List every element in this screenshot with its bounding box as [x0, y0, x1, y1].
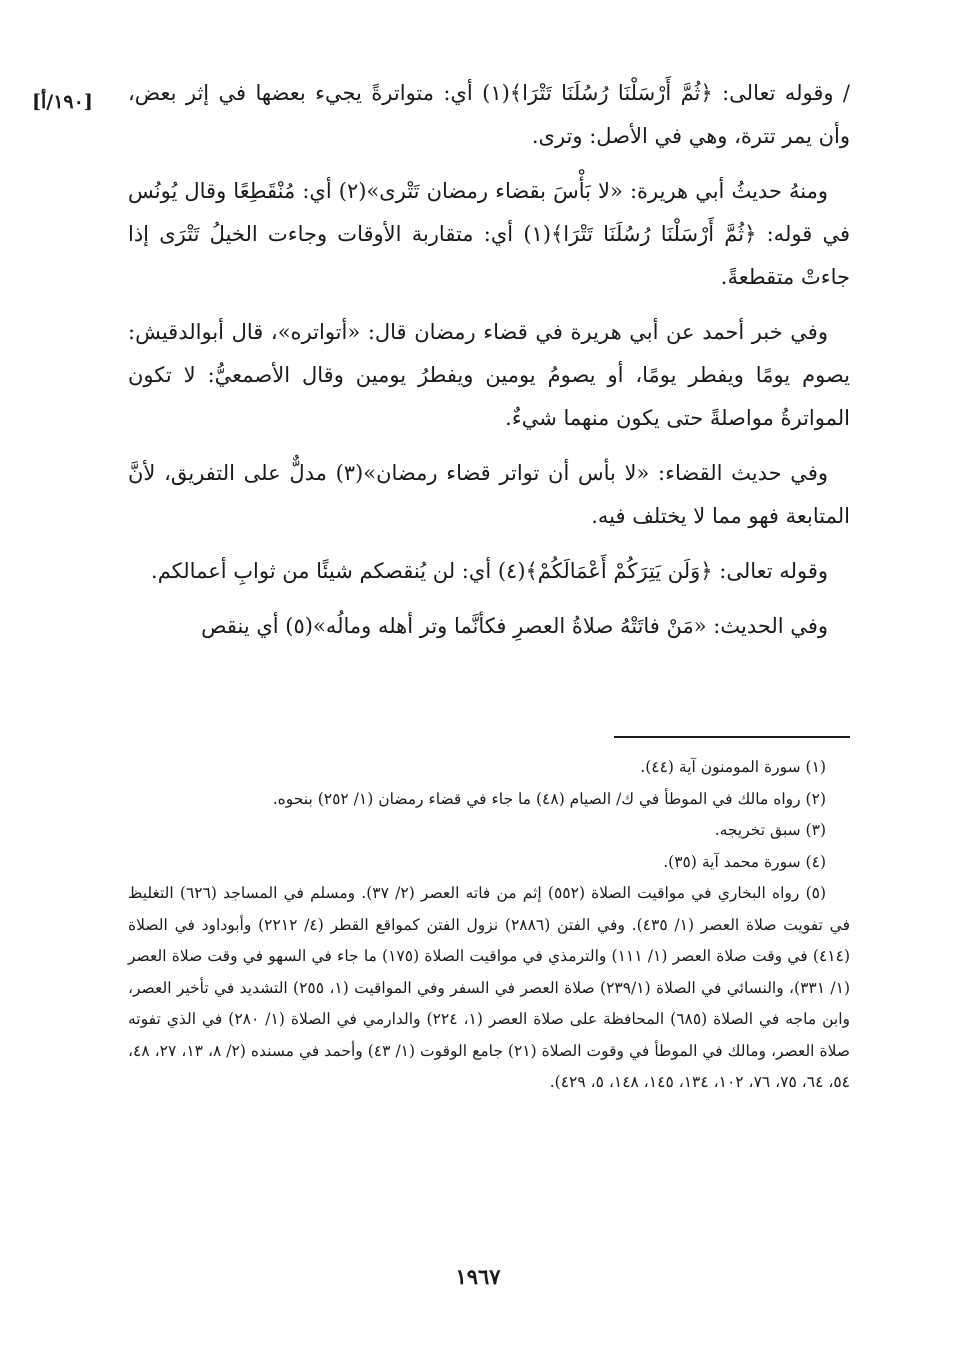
paragraph: وفي خبر أحمد عن أبي هريرة في قضاء رمضان قال: «أتواتره»، قال أبوالدقيش: يصوم يومًا ويفطر يومًا، أو يصومُ يومين ويفطرُ يومين وقال الأصمعيُّ: لا تكون المواترةُ مواصلةً حتى يكون منهما شيءٌ.	[128, 320, 850, 430]
paragraph: ومنهُ حديثُ أبي هريرة: «لا بَأْسَ بقضاء رمضان تَتْرى»(٢) أي: مُنْقَطِعًا وقال يُونُس في قوله: ﴿ثُمَّ أَرْسَلْنَا رُسُلَنَا تَتْرَا﴾(١) أي: متقاربة الأوقات وجاءت الخيلُ تَتْرَى إذا جاءتْ متقطعةً.	[128, 179, 850, 289]
main-text-body	[128, 72, 850, 648]
paragraph: / وقوله تعالى: ﴿ثُمَّ أَرْسَلْنَا رُسُلَنَا تَتْرَا﴾(١) أي: متواترةً يجيء بعضها في إثر بعض، وأن يمر تترة، وهي في الأصل: وترى.	[128, 81, 850, 148]
paragraph: وفي حديث القضاء: «لا بأس أن تواتر قضاء رمضان»(٣) مدلٌّ على التفريق، لأنَّ المتابعة فهو مما لا يختلف فيه.	[128, 461, 850, 528]
footnote: (١) سورة المومنون آية (٤٤).	[640, 758, 826, 776]
footnotes-section	[128, 752, 850, 1099]
paragraph: وفي الحديث: «مَنْ فاتَتْهُ صلاةُ العصرِ فكأنَّما وتر أهله ومالُه»(٥) أي ينقص	[201, 614, 828, 638]
footnote: (٢) رواه مالك في الموطأ في ك/ الصيام (٤٨) ما جاء في قضاء رمضان (١/ ٢٥٢) بنحوه.	[272, 789, 826, 808]
page-number: ١٩٦٧	[455, 1264, 501, 1289]
footnote: (٣) سبق تخريجه.	[714, 821, 826, 839]
paragraph: وقوله تعالى: ﴿وَلَن يَتِرَكُمْ أَعْمَالَكُمْ﴾(٤) أي: لن يُنقصكم شيئًا من ثوابِ أعمالكم.	[151, 559, 828, 583]
footnote: (٥) رواه البخاري في مواقيت الصلاة (٥٥٢) إثم من فاته العصر (٢/ ٣٧). ومسلم في المساجد (٦٢٦) التغليظ في تفويت صلاة العصر (١/ ٤٣٥). وفي الفتن (٢٨٨٦) نزول الفتن كمواقع القطر (٤/ ٢٢١٢) وأبوداود في الصلاة (٤١٤) في وقت صلاة العصر (١/ ١١١) والترمذي في مواقيت الصلاة (١٧٥) ما جاء في السهو في وقت صلاة العصر (١/ ٣٣١)، والنسائي في الصلاة (٢٣٩/١) صلاة العصر في السفر وفي المواقيت (١، ٢٥٥) التشديد في تأخير العصر، وابن ماجه في الصلاة (٦٨٥) المحافظة على صلاة العصر (١، ٢٢٤) والدارمي في الصلاة (١/ ٢٨٠) في الذي تفوته صلاة العصر، ومالك في الموطأ في وقوت الصلاة (٢١) جامع الوقوت (١/ ٤٣) وأحمد في مسنده (٢/ ٨، ١٣، ٢٧، ٤٨، ٥٤، ٦٤، ٧٥، ٧٦، ١٠٢، ١٣٤، ١٤٥، ١٤٨، ٥، ٤٢٩).	[128, 884, 851, 1091]
footnote: (٤) سورة محمد آية (٣٥).	[663, 852, 826, 871]
folio-margin-marker: [١٩٠/أ]	[32, 91, 93, 113]
footnote-separator	[614, 736, 850, 738]
